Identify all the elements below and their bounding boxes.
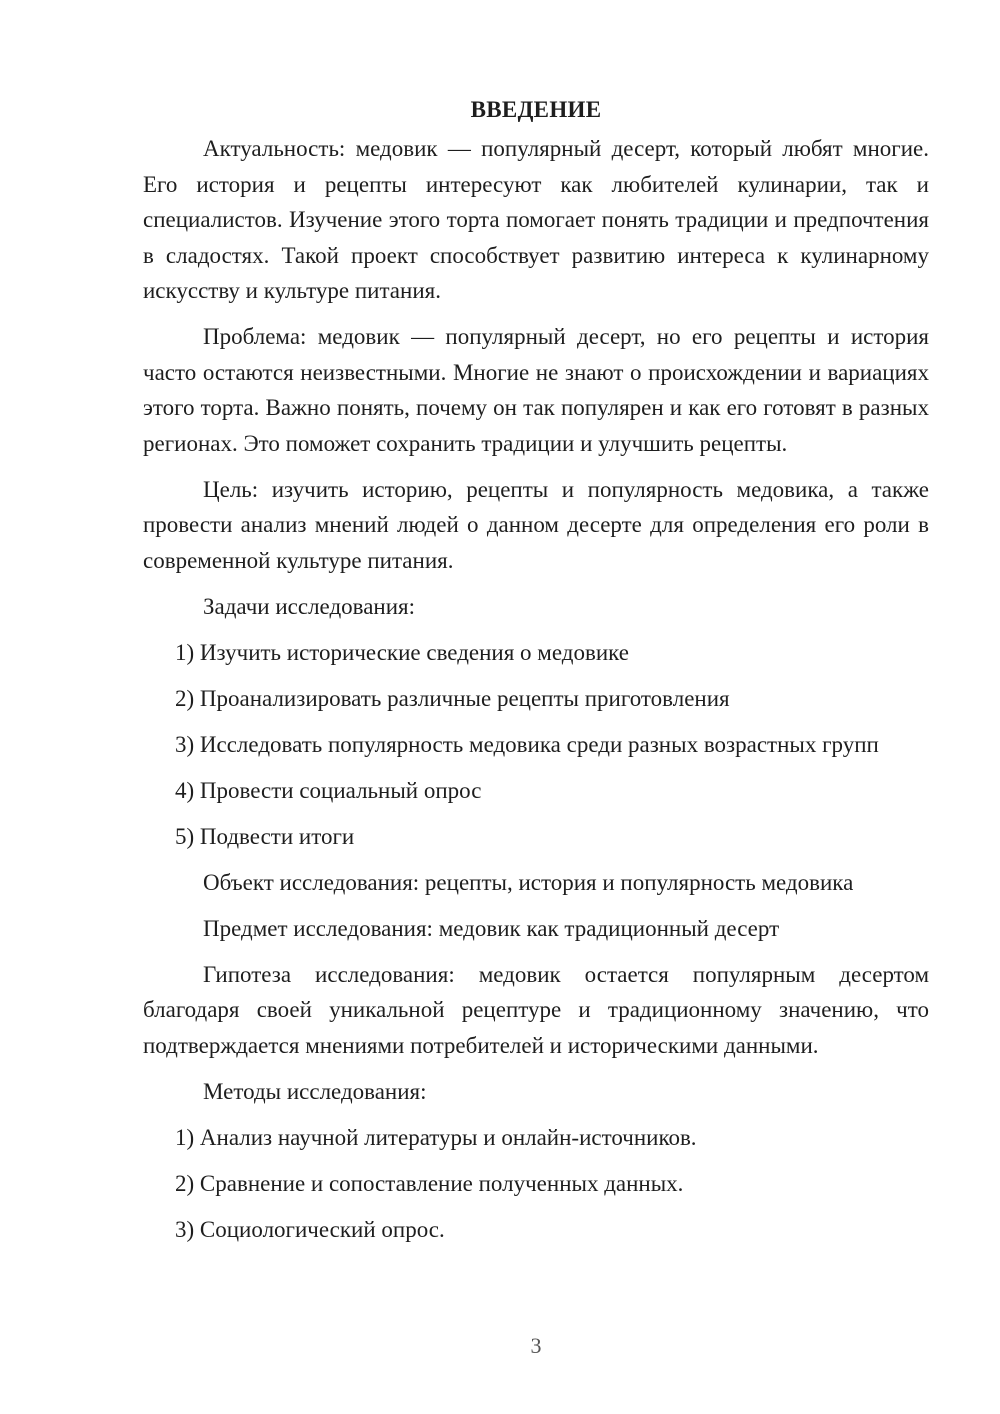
methods-heading: Методы исследования:: [203, 1078, 427, 1104]
document-page: [143, 93, 929, 1247]
method-item: 1) Анализ научной литературы и онлайн-источников.: [175, 1124, 697, 1150]
task-item: 3) Исследовать популярность медовика среди разных возрастных групп: [175, 731, 879, 757]
task-item: 1) Изучить исторические сведения о медовике: [175, 639, 629, 665]
task-item: 2) Проанализировать различные рецепты приготовления: [175, 685, 730, 711]
page-number: 3: [530, 1333, 542, 1358]
tasks-list: [143, 635, 929, 855]
section-title: ВВЕДЕНИЕ: [470, 97, 602, 122]
hypothesis-paragraph: Гипотеза исследования: медовик остается популярным десертом благодаря своей уникальной рецептуре и традиционному значению, что подтверждается мнениями потребителей и историческими данными.: [143, 961, 929, 1058]
task-item: 4) Провести социальный опрос: [175, 777, 482, 803]
methods-list: [143, 1120, 929, 1248]
method-item: 3) Социологический опрос.: [175, 1216, 445, 1242]
research-subject: Предмет исследования: медовик как традиционный десерт: [203, 915, 780, 941]
method-item: 2) Сравнение и сопоставление полученных данных.: [175, 1170, 684, 1196]
problem-paragraph: Проблема: медовик — популярный десерт, но его рецепты и история часто остаются неизвестными. Многие не знают о происхождении и вариациях этого торта. Важно понять, почему он так популярен и как его готовят в разных регионах. Это поможет сохранить традиции и улучшить рецепты.: [143, 324, 929, 456]
task-item: 5) Подвести итоги: [175, 823, 355, 849]
research-object: Объект исследования: рецепты, история и популярность медовика: [203, 869, 854, 895]
goal-paragraph: Цель: изучить историю, рецепты и популярность медовика, а также провести анализ мнений людей о данном десерте для определения его роли в современной культуре питания.: [143, 476, 929, 573]
tasks-heading: Задачи исследования:: [203, 593, 416, 619]
relevance-paragraph: Актуальность: медовик — популярный десерт, который любят многие. Его история и рецепты интересуют как любителей кулинарии, так и специалистов. Изучение этого торта помогает понять традиции и предпочтения в сладостях. Такой проект способствует развитию интереса к кулинарному искусству и культуре питания.: [143, 136, 929, 303]
